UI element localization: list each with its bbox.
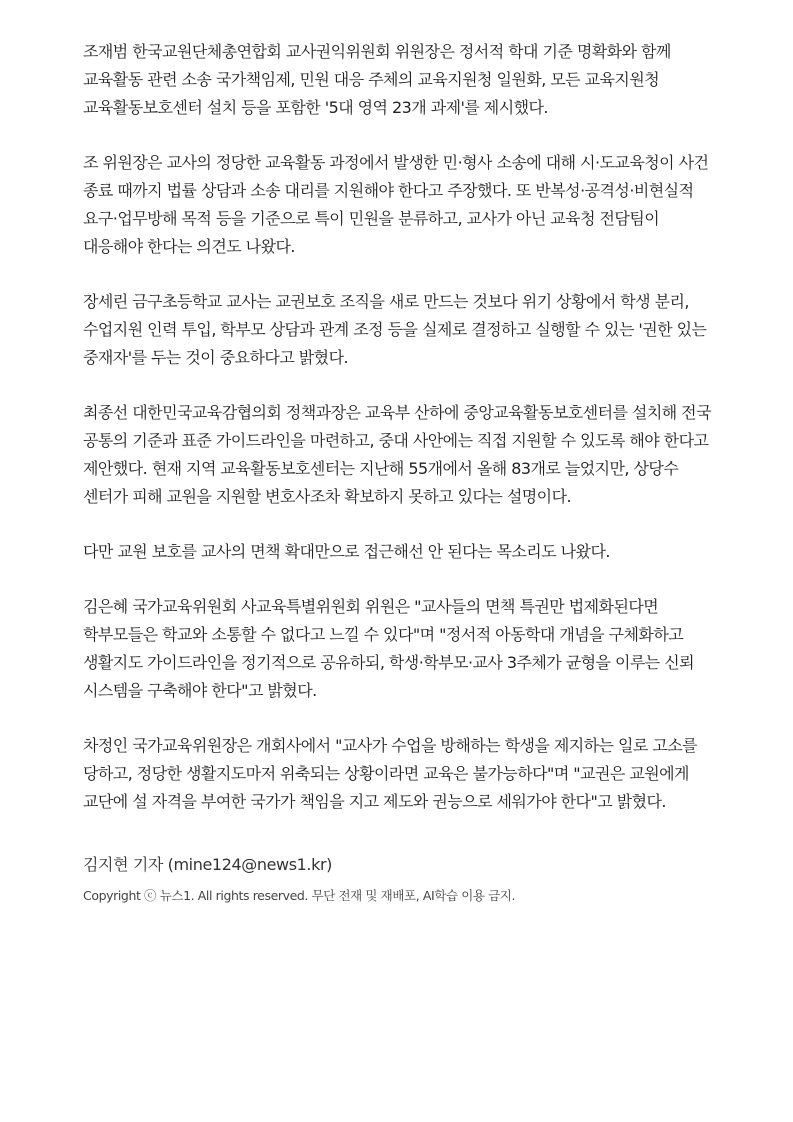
- reporter-byline: 김지현 기자 (mine124@news1.kr): [83, 855, 333, 874]
- article-paragraph: 다만 교원 보호를 교사의 면책 확대만으로 접근해선 안 된다는 목소리도 나왔다.: [83, 542, 610, 561]
- article-paragraph: 차정인 국가교육위원장은 개회사에서 "교사가 수업을 방해하는 학생을 제지하는 일로 고소를 당하고, 정당한 생활지도마저 위축되는 상황이라면 교육은 불가능하다"며 "교권은 교원에게 교단에 설 자격을 부여한 국가가 책임을 지고 제도와 권능으로 세워가야 한다"고 밝혔다.: [83, 736, 698, 811]
- article-paragraph: 최종선 대한민국교육감협의회 정책과장은 교육부 산하에 중앙교육활동보호센터를 설치해 전국 공통의 기준과 표준 가이드라인을 마련하고, 중대 사안에는 직접 지원할 수 있도록 해야 한다고 제안했다. 현재 지역 교육활동보호센터는 지난해 55개에서 올해 83개로 늘었지만, 상당수 센터가 피해 교원을 지원할 변호사조차 확보하지 못하고 있다는 설명이다.: [83, 403, 711, 506]
- article-paragraph: 김은혜 국가교육위원회 사교육특별위원회 위원은 "교사들의 면책 특권만 법제화된다면 학부모들은 학교와 소통할 수 없다고 느낄 수 있다"며 "정서적 아동학대 개념을 구체화하고 생활지도 가이드라인을 정기적으로 공유하되, 학생·학부모·교사 3주체가 균형을 이루는 신뢰 시스템을 구축해야 한다"고 밝혔다.: [83, 597, 695, 700]
- article-body: [83, 38, 715, 907]
- article-paragraph: 조 위원장은 교사의 정당한 교육활동 과정에서 발생한 민·형사 소송에 대해 시·도교육청이 사건 종료 때까지 법률 상담과 소송 대리를 지원해야 한다고 주장했다. 또 반복성·공격성·비현실적 요구·업무방해 목적 등을 기준으로 특이 민원을 분류하고, 교사가 아닌 교육청 전담팀이 대응해야 한다는 의견도 나왔다.: [83, 153, 709, 256]
- article-paragraph: 조재범 한국교원단체총연합회 교사권익위원회 위원장은 정서적 학대 기준 명확화와 함께 교육활동 관련 소송 국가책임제, 민원 대응 주체의 교육지원청 일원화, 모든 교육지원청 교육활동보호센터 설치 등을 포함한 '5대 영역 23개 과제'를 제시했다.: [83, 42, 671, 117]
- copyright-notice: Copyright ⓒ 뉴스1. All rights reserved. 무단 전재 및 재배포, AI학습 이용 금지.: [83, 888, 516, 903]
- article-paragraph: 장세린 금구초등학교 교사는 교권보호 조직을 새로 만드는 것보다 위기 상황에서 학생 분리, 수업지원 인력 투입, 학부모 상담과 관계 조정 등을 실제로 결정하고 실행할 수 있는 '권한 있는 중재자'를 두는 것이 중요하다고 밝혔다.: [83, 292, 707, 367]
